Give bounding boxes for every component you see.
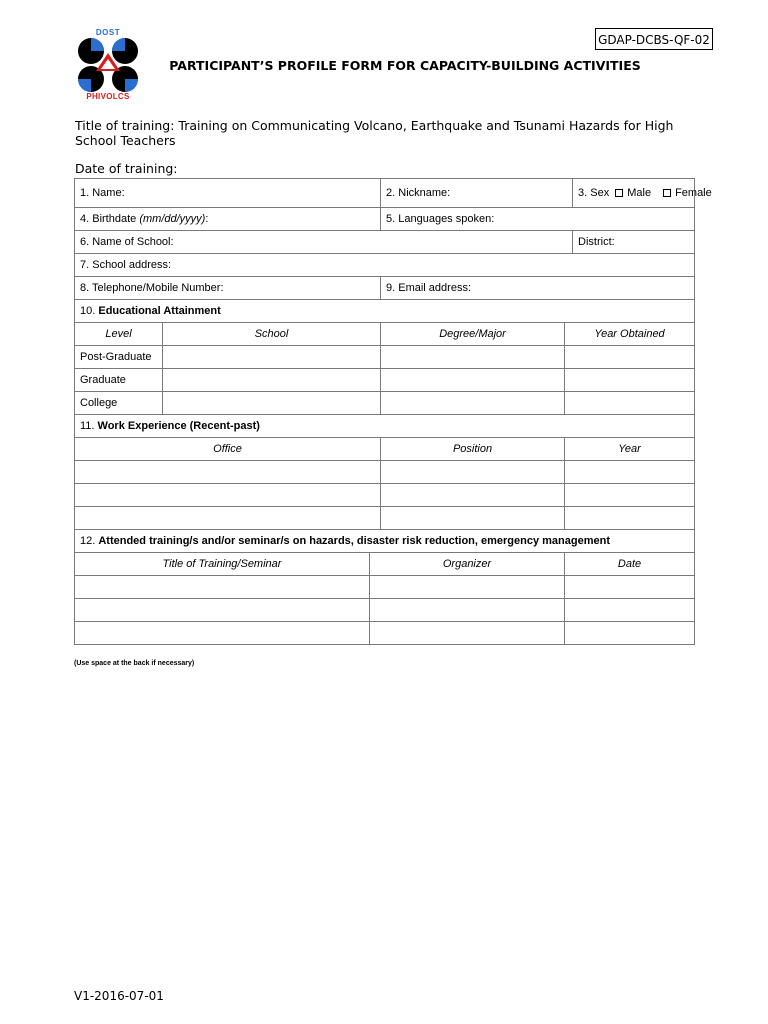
education-number: 10. xyxy=(80,305,99,317)
education-col-school: School xyxy=(163,323,381,346)
form-row-birthdate xyxy=(75,208,695,231)
district-field[interactable]: District: xyxy=(573,231,695,254)
trainings-row xyxy=(75,622,695,645)
email-field[interactable]: 9. Email address: xyxy=(381,277,695,300)
work-position-cell[interactable] xyxy=(381,507,565,530)
trainings-heading xyxy=(75,530,695,553)
work-position-cell[interactable] xyxy=(381,484,565,507)
footer-note: (Use space at the back if necessary) xyxy=(74,660,195,667)
work-col-year: Year xyxy=(565,438,695,461)
logo-bottom-text: PHIVOLCS xyxy=(86,92,130,101)
education-col-year: Year Obtained xyxy=(565,323,695,346)
education-school-cell[interactable] xyxy=(163,369,381,392)
training-title: Title of training: Training on Communicating Volcano, Earthquake and Tsunami Hazards for High School Teachers xyxy=(75,118,674,148)
form-row-address xyxy=(75,254,695,277)
trainings-columns-row xyxy=(75,553,695,576)
education-year-cell[interactable] xyxy=(565,392,695,415)
work-position-cell[interactable] xyxy=(381,461,565,484)
work-columns-row xyxy=(75,438,695,461)
work-row xyxy=(75,484,695,507)
form-code-box: GDAP-DCBS-QF-02 xyxy=(595,28,713,50)
sex-label: 3. Sex xyxy=(578,187,610,199)
education-school-cell[interactable] xyxy=(163,346,381,369)
birthdate-label: 4. Birthdate xyxy=(80,213,140,225)
languages-field[interactable]: 5. Languages spoken: xyxy=(381,208,695,231)
work-heading-row xyxy=(75,415,695,438)
work-year-cell[interactable] xyxy=(565,461,695,484)
education-school-cell[interactable] xyxy=(163,392,381,415)
form-row-name xyxy=(75,179,695,208)
trainings-organizer-cell[interactable] xyxy=(370,599,565,622)
work-office-cell[interactable] xyxy=(75,507,381,530)
trainings-col-date: Date xyxy=(565,553,695,576)
education-row xyxy=(75,369,695,392)
education-col-degree: Degree/Major xyxy=(381,323,565,346)
education-row xyxy=(75,346,695,369)
education-level: College xyxy=(75,392,163,415)
form-row-school xyxy=(75,231,695,254)
trainings-date-cell[interactable] xyxy=(565,599,695,622)
education-degree-cell[interactable] xyxy=(381,392,565,415)
trainings-number: 12. xyxy=(80,535,99,547)
trainings-title-cell[interactable] xyxy=(75,622,370,645)
trainings-title-cell[interactable] xyxy=(75,599,370,622)
version-label: V1-2016-07-01 xyxy=(74,989,164,1003)
female-label: Female xyxy=(675,187,712,199)
logo-top-text: DOST xyxy=(95,28,121,37)
work-office-cell[interactable] xyxy=(75,484,381,507)
birthdate-format: (mm/dd/yyyy) xyxy=(139,213,206,225)
trainings-heading-text: Attended training/s and/or seminar/s on hazards, disaster risk reduction, emergency management xyxy=(98,535,611,547)
form-title: PARTICIPANT’S PROFILE FORM FOR CAPACITY-BUILDING ACTIVITIES xyxy=(169,58,641,73)
telephone-field[interactable]: 8. Telephone/Mobile Number: xyxy=(75,277,381,300)
trainings-date-cell[interactable] xyxy=(565,622,695,645)
training-date-label: Date of training: xyxy=(75,161,178,176)
school-address-field[interactable]: 7. School address: xyxy=(75,254,695,277)
education-level: Post-Graduate xyxy=(75,346,163,369)
education-heading-text: Educational Attainment xyxy=(98,305,221,317)
work-office-cell[interactable] xyxy=(75,461,381,484)
trainings-row xyxy=(75,576,695,599)
sex-field xyxy=(573,179,712,208)
trainings-title-cell[interactable] xyxy=(75,576,370,599)
female-checkbox[interactable] xyxy=(663,189,671,197)
birthdate-field[interactable] xyxy=(75,208,381,231)
birthdate-colon: : xyxy=(205,213,209,225)
education-level: Graduate xyxy=(75,369,163,392)
trainings-heading-row xyxy=(75,530,695,553)
education-columns-row xyxy=(75,323,695,346)
profile-form-table xyxy=(74,178,712,645)
name-field[interactable]: 1. Name: xyxy=(75,179,381,208)
education-heading xyxy=(75,300,695,323)
phivolcs-logo xyxy=(74,28,142,104)
nickname-field[interactable]: 2. Nickname: xyxy=(381,179,573,208)
education-year-cell[interactable] xyxy=(565,346,695,369)
work-heading xyxy=(75,415,695,438)
education-heading-row xyxy=(75,300,695,323)
form-row-contact xyxy=(75,277,695,300)
logo-emblem-icon xyxy=(74,37,142,93)
work-year-cell[interactable] xyxy=(565,484,695,507)
male-label: Male xyxy=(627,187,652,199)
work-year-cell[interactable] xyxy=(565,507,695,530)
work-col-position: Position xyxy=(381,438,565,461)
work-heading-text: Work Experience (Recent-past) xyxy=(97,420,260,432)
trainings-organizer-cell[interactable] xyxy=(370,622,565,645)
work-row xyxy=(75,461,695,484)
education-year-cell[interactable] xyxy=(565,369,695,392)
male-checkbox[interactable] xyxy=(615,189,623,197)
work-col-office: Office xyxy=(75,438,381,461)
education-row xyxy=(75,392,695,415)
education-col-level: Level xyxy=(75,323,163,346)
work-row xyxy=(75,507,695,530)
trainings-row xyxy=(75,599,695,622)
trainings-col-title: Title of Training/Seminar xyxy=(75,553,370,576)
education-degree-cell[interactable] xyxy=(381,369,565,392)
trainings-col-organizer: Organizer xyxy=(370,553,565,576)
trainings-organizer-cell[interactable] xyxy=(370,576,565,599)
education-degree-cell[interactable] xyxy=(381,346,565,369)
work-number: 11. xyxy=(80,420,98,432)
school-name-field[interactable]: 6. Name of School: xyxy=(75,231,573,254)
trainings-date-cell[interactable] xyxy=(565,576,695,599)
